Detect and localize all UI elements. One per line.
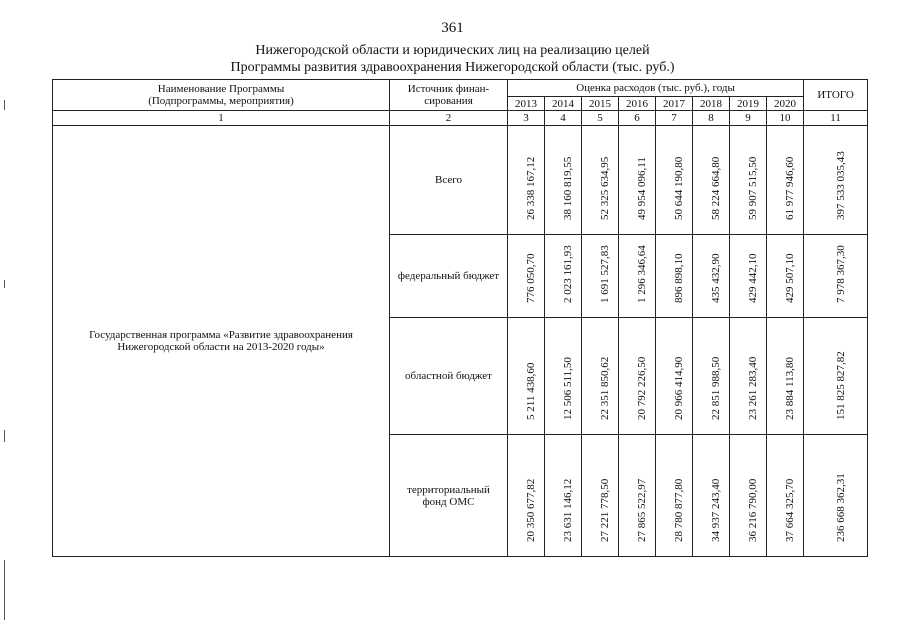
funding-source: областной бюджет	[390, 318, 508, 435]
column-number: 1	[53, 111, 390, 126]
yearly-value: 59 907 515,50	[747, 156, 759, 220]
yearly-value-cell	[693, 318, 730, 435]
yearly-value-cell	[656, 126, 693, 235]
yearly-value-cell	[619, 435, 656, 557]
yearly-value: 27 221 778,50	[599, 478, 611, 542]
yearly-value: 23 884 113,80	[784, 357, 797, 420]
yearly-value-cell	[767, 126, 804, 235]
yearly-value-cell	[582, 126, 619, 235]
yearly-value: 12 506 511,50	[562, 357, 574, 420]
yearly-value: 1 691 527,83	[599, 245, 611, 303]
yearly-value: 429 507,10	[784, 253, 797, 303]
yearly-value: 28 780 877,80	[673, 478, 685, 542]
column-number: 6	[619, 111, 656, 126]
row-total: 7 978 367,30	[834, 245, 847, 303]
budget-table	[52, 79, 868, 557]
yearly-value: 27 865 522,97	[636, 478, 648, 542]
table-title-line-2: Программы развития здравоохранения Нижегородской области (тыс. руб.)	[230, 60, 675, 75]
yearly-value-cell	[582, 435, 619, 557]
yearly-value-cell	[545, 318, 582, 435]
yearly-value: 34 937 243,40	[710, 478, 722, 542]
yearly-value: 20 792 226,50	[636, 356, 648, 420]
page-number: 361	[441, 20, 464, 36]
yearly-value-cell	[730, 126, 767, 235]
yearly-value-cell	[508, 126, 545, 235]
yearly-value-cell	[693, 126, 730, 235]
yearly-value: 36 216 790,00	[747, 478, 759, 542]
yearly-value: 26 338 167,12	[525, 156, 537, 220]
header-program-name	[53, 80, 390, 111]
header-year: 2015	[582, 97, 619, 111]
column-number: 2	[390, 111, 508, 126]
yearly-value-cell	[582, 318, 619, 435]
yearly-value: 23 631 146,12	[562, 478, 574, 542]
yearly-value-cell	[582, 235, 619, 318]
yearly-value: 52 325 634,95	[599, 156, 611, 220]
yearly-value: 20 966 414,90	[673, 356, 685, 420]
header-estimate: Оценка расходов (тыс. руб.), годы	[508, 80, 804, 97]
scan-edge-mark	[4, 430, 5, 442]
yearly-value-cell	[656, 318, 693, 435]
yearly-value-cell	[656, 435, 693, 557]
yearly-value-cell	[508, 435, 545, 557]
yearly-value-cell	[730, 235, 767, 318]
yearly-value-cell	[508, 318, 545, 435]
column-number: 3	[508, 111, 545, 126]
header-total: ИТОГО	[804, 80, 868, 111]
yearly-value: 776 050,70	[525, 253, 537, 303]
column-number: 5	[582, 111, 619, 126]
row-total-cell	[804, 235, 868, 318]
yearly-value: 2 023 161,93	[562, 245, 574, 303]
header-year: 2018	[693, 97, 730, 111]
row-total: 151 825 827,82	[834, 351, 847, 420]
yearly-value-cell	[693, 435, 730, 557]
yearly-value-cell	[545, 235, 582, 318]
yearly-value-cell	[767, 318, 804, 435]
yearly-value: 49 954 096,11	[636, 157, 648, 220]
column-number: 11	[804, 111, 868, 126]
yearly-value: 37 664 325,70	[784, 478, 797, 542]
yearly-value-cell	[619, 126, 656, 235]
row-total: 236 668 362,31	[834, 473, 847, 542]
header-funding-source	[390, 80, 508, 111]
yearly-value-cell	[656, 235, 693, 318]
table-title-line-1: Нижегородской области и юридических лиц на реализацию целей	[255, 43, 650, 58]
column-number: 8	[693, 111, 730, 126]
scan-edge-mark	[4, 280, 5, 288]
funding-source: Всего	[390, 126, 508, 235]
funding-source: федеральный бюджет	[390, 235, 508, 318]
header-year: 2016	[619, 97, 656, 111]
yearly-value-cell	[767, 435, 804, 557]
yearly-value-cell	[730, 435, 767, 557]
yearly-value: 22 351 850,62	[599, 356, 611, 420]
yearly-value-cell	[545, 126, 582, 235]
header-program-name-line2: (Подпрограммы, мероприятия)	[148, 95, 294, 107]
yearly-value-cell	[619, 235, 656, 318]
yearly-value-cell	[545, 435, 582, 557]
yearly-value: 23 261 283,40	[747, 356, 759, 420]
row-total: 397 533 035,43	[834, 151, 847, 220]
header-year: 2014	[545, 97, 582, 111]
column-number: 10	[767, 111, 804, 126]
yearly-value: 429 442,10	[747, 253, 759, 303]
yearly-value: 61 977 946,60	[784, 156, 797, 220]
header-program-name-line1: Наименование Программы	[157, 83, 285, 95]
column-number: 7	[656, 111, 693, 126]
row-total-cell	[804, 126, 868, 235]
table-row	[53, 126, 868, 235]
header-year: 2017	[656, 97, 693, 111]
header-year: 2013	[508, 97, 545, 111]
row-total-cell	[804, 318, 868, 435]
scan-edge-mark	[4, 560, 5, 620]
yearly-value: 58 224 664,80	[710, 156, 722, 220]
funding-source: территориальный фонд ОМС	[390, 435, 508, 557]
scan-edge-mark	[4, 100, 5, 110]
yearly-value-cell	[730, 318, 767, 435]
yearly-value-cell	[767, 235, 804, 318]
yearly-value: 435 432,90	[710, 253, 722, 303]
header-year: 2020	[767, 97, 804, 111]
program-name: Государственная программа «Развитие здравоохранения Нижегородской области на 2013-2020 годы»	[53, 126, 390, 557]
column-number: 4	[545, 111, 582, 126]
header-year: 2019	[730, 97, 767, 111]
yearly-value: 50 644 190,80	[673, 156, 685, 220]
yearly-value: 1 296 346,64	[636, 245, 648, 303]
column-number: 9	[730, 111, 767, 126]
yearly-value-cell	[508, 235, 545, 318]
yearly-value: 38 160 819,55	[562, 156, 574, 220]
yearly-value-cell	[619, 318, 656, 435]
yearly-value: 896 898,10	[673, 253, 685, 303]
header-funding-source-line1: Источник финан-	[407, 83, 490, 95]
yearly-value: 20 350 677,82	[525, 478, 537, 542]
header-funding-source-line2: сирования	[424, 95, 473, 107]
yearly-value-cell	[693, 235, 730, 318]
row-total-cell	[804, 435, 868, 557]
yearly-value: 22 851 988,50	[710, 356, 722, 420]
yearly-value: 5 211 438,60	[525, 362, 537, 420]
